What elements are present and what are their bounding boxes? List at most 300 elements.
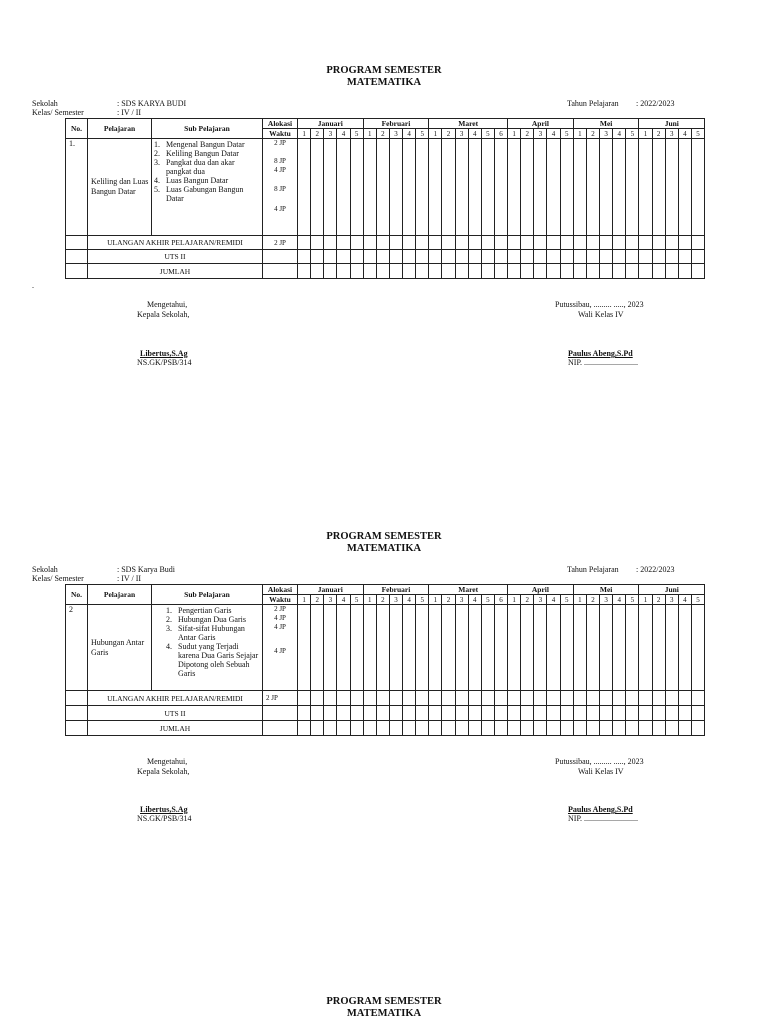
week-number: 4 xyxy=(468,129,481,139)
tahun-label: Tahun Pelajaran xyxy=(567,565,619,574)
schedule-cell xyxy=(481,721,494,736)
schedule-cell xyxy=(389,721,402,736)
schedule-cell xyxy=(389,605,402,691)
schedule-cell xyxy=(363,139,376,236)
schedule-cell xyxy=(376,139,389,236)
schedule-cell xyxy=(403,250,416,264)
schedule-cell xyxy=(403,721,416,736)
schedule-cell xyxy=(547,706,560,721)
schedule-cell xyxy=(376,691,389,706)
week-number: 1 xyxy=(508,595,521,605)
schedule-cell xyxy=(534,706,547,721)
week-number: 2 xyxy=(442,595,455,605)
schedule-cell xyxy=(468,605,481,691)
stray-dot: . xyxy=(32,281,34,290)
schedule-cell xyxy=(508,236,521,250)
month-header: April xyxy=(508,585,574,595)
schedule-cell xyxy=(311,721,324,736)
schedule-cell xyxy=(455,139,468,236)
schedule-cell xyxy=(652,691,665,706)
schedule-cell xyxy=(403,139,416,236)
schedule-cell xyxy=(389,139,402,236)
schedule-cell xyxy=(613,250,626,264)
schedule-cell xyxy=(311,691,324,706)
month-header: Januari xyxy=(298,119,364,129)
schedule-cell xyxy=(337,250,350,264)
kepala-sekolah-ns: NS.GK/PSB/314 xyxy=(137,358,192,367)
schedule-cell xyxy=(691,264,704,279)
schedule-cell xyxy=(521,605,534,691)
month-header: Februari xyxy=(363,119,429,129)
page-subtitle: MATEMATIKA xyxy=(346,77,422,88)
schedule-cell xyxy=(521,264,534,279)
page-title: PROGRAM SEMESTER xyxy=(326,531,442,542)
schedule-cell xyxy=(639,139,652,236)
schedule-cell xyxy=(298,605,311,691)
week-number: 5 xyxy=(691,595,704,605)
schedule-cell xyxy=(613,264,626,279)
schedule-cell xyxy=(600,605,613,691)
schedule-cell xyxy=(626,706,639,721)
schedule-cell xyxy=(481,236,494,250)
schedule-cell xyxy=(652,721,665,736)
week-number: 1 xyxy=(298,129,311,139)
week-number: 3 xyxy=(600,129,613,139)
week-number: 4 xyxy=(547,129,560,139)
schedule-cell xyxy=(455,706,468,721)
schedule-cell xyxy=(639,721,652,736)
schedule-cell xyxy=(442,721,455,736)
schedule-cell xyxy=(521,250,534,264)
schedule-cell xyxy=(442,236,455,250)
kelas-value: : IV / II xyxy=(117,108,142,117)
header-waktu: Waktu xyxy=(263,129,298,139)
schedule-cell xyxy=(600,721,613,736)
schedule-cell xyxy=(586,706,599,721)
schedule-cell xyxy=(613,605,626,691)
tahun-label: Tahun Pelajaran xyxy=(567,99,619,108)
schedule-cell xyxy=(455,691,468,706)
header-pelajaran: Pelajaran xyxy=(88,585,152,605)
schedule-cell xyxy=(534,605,547,691)
week-number: 2 xyxy=(376,129,389,139)
schedule-cell xyxy=(665,721,678,736)
schedule-cell xyxy=(494,264,507,279)
schedule-cell xyxy=(508,691,521,706)
schedule-cell xyxy=(508,264,521,279)
schedule-cell xyxy=(600,264,613,279)
schedule-cell xyxy=(494,236,507,250)
schedule-cell xyxy=(521,721,534,736)
schedule-cell xyxy=(494,139,507,236)
sub-item: 4. Sudut yang Terjadi karena Dua Garis Sejajar Dipotong oleh Sebuah Garis xyxy=(166,642,259,678)
schedule-cell xyxy=(547,691,560,706)
schedule-cell xyxy=(560,605,573,691)
sekolah-label: Sekolah xyxy=(32,99,58,108)
place-date: Putussibau, ......... ....., 2023 xyxy=(555,757,644,766)
week-number: 1 xyxy=(298,595,311,605)
month-header: Mei xyxy=(573,585,639,595)
week-number: 3 xyxy=(324,129,337,139)
week-number: 4 xyxy=(678,595,691,605)
schedule-cell xyxy=(665,250,678,264)
week-number: 2 xyxy=(521,129,534,139)
kepala-sekolah-name: Libertus,S.Ag xyxy=(140,805,188,814)
month-header: Juni xyxy=(639,585,705,595)
schedule-cell xyxy=(521,691,534,706)
mengetahui-text: Mengetahui, xyxy=(147,757,188,766)
schedule-cell xyxy=(665,706,678,721)
schedule-cell xyxy=(376,264,389,279)
month-header: Maret xyxy=(429,585,508,595)
schedule-cell xyxy=(665,264,678,279)
schedule-cell xyxy=(442,691,455,706)
sekolah-value: : SDS Karya Budi xyxy=(117,565,175,574)
schedule-cell xyxy=(573,706,586,721)
sub-item: 2. Hubungan Dua Garis xyxy=(166,615,246,624)
schedule-cell xyxy=(481,139,494,236)
schedule-cell xyxy=(573,264,586,279)
schedule-cell xyxy=(573,691,586,706)
schedule-cell xyxy=(403,706,416,721)
week-number: 4 xyxy=(547,595,560,605)
week-number: 5 xyxy=(416,129,429,139)
schedule-cell xyxy=(481,250,494,264)
sub-item: 2. Keliling Bangun Datar xyxy=(154,149,239,158)
wali-kelas-label: Wali Kelas IV xyxy=(578,310,624,319)
schedule-cell xyxy=(416,721,429,736)
schedule-cell xyxy=(468,264,481,279)
schedule-cell xyxy=(350,605,363,691)
schedule-cell xyxy=(652,236,665,250)
week-number: 5 xyxy=(481,595,494,605)
schedule-cell xyxy=(560,721,573,736)
week-number: 2 xyxy=(586,129,599,139)
week-number: 1 xyxy=(429,595,442,605)
week-number: 3 xyxy=(534,595,547,605)
month-header: Januari xyxy=(298,585,364,595)
mengetahui-text: Mengetahui, xyxy=(147,300,188,309)
week-number: 1 xyxy=(639,129,652,139)
week-number: 5 xyxy=(416,595,429,605)
schedule-cell xyxy=(652,605,665,691)
week-number: 2 xyxy=(376,595,389,605)
schedule-cell xyxy=(363,250,376,264)
schedule-cell xyxy=(481,691,494,706)
schedule-cell xyxy=(350,721,363,736)
schedule-cell xyxy=(560,139,573,236)
schedule-cell xyxy=(429,264,442,279)
schedule-cell xyxy=(350,250,363,264)
schedule-cell xyxy=(455,605,468,691)
schedule-cell xyxy=(337,236,350,250)
schedule-cell xyxy=(691,605,704,691)
schedule-cell xyxy=(534,691,547,706)
week-number: 1 xyxy=(573,595,586,605)
schedule-cell xyxy=(678,721,691,736)
alokasi-cell: 2 JP 8 JP 4 JP 8 JP 4 JP xyxy=(263,139,298,236)
schedule-cell xyxy=(534,264,547,279)
schedule-cell xyxy=(639,250,652,264)
schedule-cell xyxy=(429,721,442,736)
schedule-cell xyxy=(324,236,337,250)
schedule-cell xyxy=(468,721,481,736)
schedule-cell xyxy=(468,236,481,250)
schedule-cell xyxy=(613,691,626,706)
wali-kelas-name: Paulus Abeng,S.Pd xyxy=(568,805,633,814)
schedule-cell xyxy=(691,250,704,264)
schedule-cell xyxy=(560,264,573,279)
pelajaran-cell: Hubungan Antar Garis xyxy=(88,605,152,691)
schedule-cell xyxy=(403,691,416,706)
wali-kelas-label: Wali Kelas IV xyxy=(578,767,624,776)
schedule-cell xyxy=(691,139,704,236)
schedule-cell xyxy=(573,605,586,691)
week-number: 3 xyxy=(324,595,337,605)
schedule-cell xyxy=(337,264,350,279)
schedule-cell xyxy=(508,706,521,721)
schedule-cell xyxy=(337,605,350,691)
schedule-cell xyxy=(534,250,547,264)
ulangan-jp: 2 JP xyxy=(263,691,298,706)
schedule-cell xyxy=(350,691,363,706)
schedule-cell xyxy=(442,605,455,691)
schedule-cell xyxy=(547,139,560,236)
schedule-cell xyxy=(403,236,416,250)
schedule-cell xyxy=(652,250,665,264)
program-table xyxy=(65,118,705,279)
schedule-cell xyxy=(508,139,521,236)
month-header: April xyxy=(508,119,574,129)
schedule-cell xyxy=(337,691,350,706)
schedule-cell xyxy=(613,706,626,721)
table-row xyxy=(66,721,705,736)
schedule-cell xyxy=(678,605,691,691)
schedule-cell xyxy=(324,139,337,236)
schedule-cell xyxy=(534,139,547,236)
week-number: 4 xyxy=(337,129,350,139)
schedule-cell xyxy=(337,706,350,721)
schedule-cell xyxy=(455,264,468,279)
schedule-cell xyxy=(442,706,455,721)
week-number: 3 xyxy=(665,595,678,605)
schedule-cell xyxy=(442,139,455,236)
week-number: 2 xyxy=(311,595,324,605)
sub-item: 1. Pengertian Garis xyxy=(166,606,232,615)
schedule-cell xyxy=(403,264,416,279)
header-waktu: Waktu xyxy=(263,595,298,605)
schedule-cell xyxy=(455,721,468,736)
week-number: 4 xyxy=(678,129,691,139)
schedule-cell xyxy=(337,721,350,736)
schedule-cell xyxy=(521,706,534,721)
schedule-cell xyxy=(429,236,442,250)
ulangan-jp: 2 JP xyxy=(263,236,298,250)
schedule-cell xyxy=(626,236,639,250)
row-number: 2 xyxy=(66,605,88,691)
week-number: 1 xyxy=(429,129,442,139)
schedule-cell xyxy=(324,250,337,264)
schedule-cell xyxy=(547,236,560,250)
week-number: 1 xyxy=(639,595,652,605)
schedule-cell xyxy=(547,721,560,736)
schedule-cell xyxy=(678,236,691,250)
schedule-cell xyxy=(350,706,363,721)
schedule-cell xyxy=(298,250,311,264)
week-number: 6 xyxy=(494,595,507,605)
schedule-cell xyxy=(298,236,311,250)
week-number: 1 xyxy=(363,129,376,139)
kelas-label: Kelas/ Semester xyxy=(32,108,84,117)
schedule-cell xyxy=(547,264,560,279)
row-number: 1. xyxy=(66,139,88,236)
week-number: 2 xyxy=(652,129,665,139)
schedule-cell xyxy=(626,605,639,691)
schedule-cell xyxy=(586,264,599,279)
week-number: 1 xyxy=(363,595,376,605)
schedule-cell xyxy=(613,139,626,236)
schedule-cell xyxy=(416,691,429,706)
schedule-cell xyxy=(600,139,613,236)
schedule-cell xyxy=(678,250,691,264)
ulangan-label: ULANGAN AKHIR PELAJARAN/REMIDI xyxy=(88,691,263,706)
week-number: 3 xyxy=(534,129,547,139)
schedule-cell xyxy=(626,139,639,236)
schedule-cell xyxy=(600,706,613,721)
schedule-cell xyxy=(678,139,691,236)
schedule-cell xyxy=(626,250,639,264)
schedule-cell xyxy=(573,236,586,250)
schedule-cell xyxy=(350,264,363,279)
schedule-cell xyxy=(600,691,613,706)
schedule-cell xyxy=(494,250,507,264)
schedule-cell xyxy=(324,691,337,706)
schedule-cell xyxy=(613,236,626,250)
sub-item: 3. Pangkat dua dan akar pangkat dua xyxy=(154,158,235,176)
month-header: Maret xyxy=(429,119,508,129)
schedule-cell xyxy=(389,250,402,264)
schedule-cell xyxy=(600,236,613,250)
kelas-label: Kelas/ Semester xyxy=(32,574,84,583)
sekolah-label: Sekolah xyxy=(32,565,58,574)
schedule-cell xyxy=(665,691,678,706)
schedule-cell xyxy=(350,139,363,236)
schedule-cell xyxy=(298,264,311,279)
week-number: 2 xyxy=(586,595,599,605)
schedule-cell xyxy=(468,706,481,721)
schedule-cell xyxy=(403,605,416,691)
schedule-cell xyxy=(363,721,376,736)
week-number: 5 xyxy=(481,129,494,139)
schedule-cell xyxy=(442,250,455,264)
schedule-cell xyxy=(389,264,402,279)
tahun-value: : 2022/2023 xyxy=(636,99,675,108)
header-sub-pelajaran: Sub Pelajaran xyxy=(152,119,263,139)
schedule-cell xyxy=(311,250,324,264)
schedule-cell xyxy=(534,721,547,736)
week-number: 3 xyxy=(389,595,402,605)
schedule-cell xyxy=(429,605,442,691)
schedule-cell xyxy=(481,605,494,691)
jumlah-label: JUMLAH xyxy=(88,264,263,279)
schedule-cell xyxy=(600,250,613,264)
schedule-cell xyxy=(468,691,481,706)
schedule-cell xyxy=(468,139,481,236)
schedule-cell xyxy=(363,691,376,706)
schedule-cell xyxy=(376,605,389,691)
schedule-cell xyxy=(586,605,599,691)
schedule-cell xyxy=(639,236,652,250)
schedule-cell xyxy=(508,250,521,264)
week-number: 5 xyxy=(626,129,639,139)
schedule-cell xyxy=(311,236,324,250)
week-number: 3 xyxy=(389,129,402,139)
place-date: Putussibau, ......... ....., 2023 xyxy=(555,300,644,309)
schedule-cell xyxy=(678,706,691,721)
week-number: 4 xyxy=(403,129,416,139)
schedule-cell xyxy=(626,691,639,706)
table-row xyxy=(66,691,705,706)
uts-label: UTS II xyxy=(88,250,263,264)
month-header: Mei xyxy=(573,119,639,129)
schedule-cell xyxy=(481,264,494,279)
schedule-cell xyxy=(508,721,521,736)
week-number: 4 xyxy=(468,595,481,605)
kepala-sekolah-name: Libertus,S.Ag xyxy=(140,349,188,358)
schedule-cell xyxy=(652,706,665,721)
week-number: 5 xyxy=(560,129,573,139)
schedule-cell xyxy=(416,706,429,721)
week-number: 2 xyxy=(652,595,665,605)
alokasi-cell: 2 JP 4 JP 4 JP 4 JP xyxy=(263,605,298,691)
header-alokasi: Alokasi xyxy=(263,585,298,595)
schedule-cell xyxy=(494,706,507,721)
schedule-cell xyxy=(429,139,442,236)
schedule-cell xyxy=(547,250,560,264)
sekolah-value: : SDS KARYA BUDI xyxy=(117,99,187,108)
header-no: No. xyxy=(66,585,88,605)
week-number: 3 xyxy=(600,595,613,605)
sub-item: 5. Luas Gabungan Bangun Datar xyxy=(154,185,244,203)
page-subtitle: MATEMATIKA xyxy=(346,543,422,554)
schedule-cell xyxy=(639,605,652,691)
schedule-cell xyxy=(639,706,652,721)
schedule-cell xyxy=(376,250,389,264)
week-number: 2 xyxy=(311,129,324,139)
schedule-cell xyxy=(481,706,494,721)
schedule-cell xyxy=(389,691,402,706)
schedule-cell xyxy=(298,721,311,736)
schedule-cell xyxy=(416,250,429,264)
header-alokasi: Alokasi xyxy=(263,119,298,129)
table-row xyxy=(66,706,705,721)
schedule-cell xyxy=(468,250,481,264)
kepala-sekolah-label: Kepala Sekolah, xyxy=(137,767,190,776)
program-table xyxy=(65,584,705,736)
schedule-cell xyxy=(521,236,534,250)
schedule-cell xyxy=(586,139,599,236)
sub-pelajaran-cell xyxy=(152,139,263,236)
wali-kelas-name: Paulus Abeng,S.Pd xyxy=(568,349,633,358)
schedule-cell xyxy=(613,721,626,736)
month-header: Februari xyxy=(363,585,429,595)
schedule-cell xyxy=(324,706,337,721)
schedule-cell xyxy=(311,706,324,721)
schedule-cell xyxy=(324,264,337,279)
schedule-cell xyxy=(560,691,573,706)
schedule-cell xyxy=(311,264,324,279)
schedule-cell xyxy=(363,236,376,250)
